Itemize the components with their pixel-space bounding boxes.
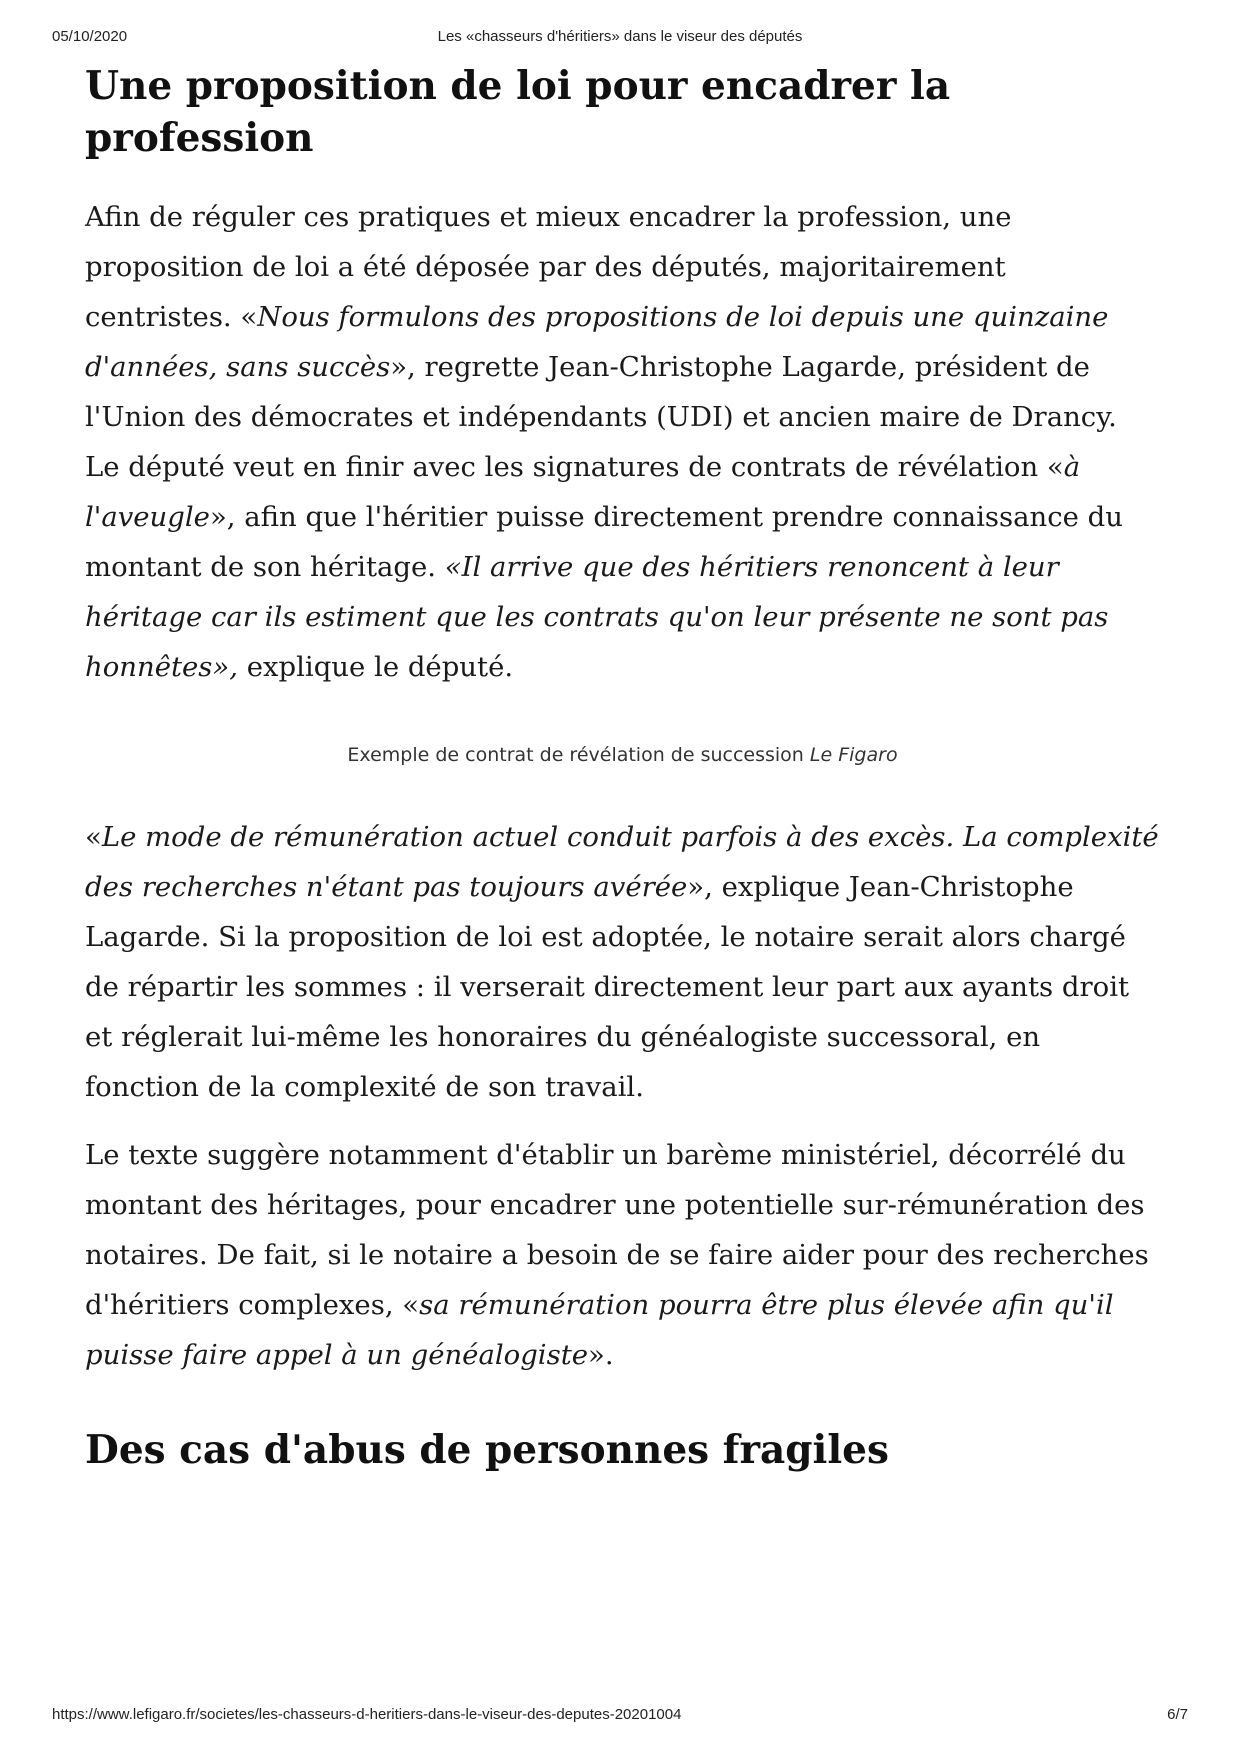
paragraph-remuneration <box>85 812 1160 1112</box>
para-2-quote: Le mode de rémunération actuel conduit parfois à des excès. La complexité des recherches n'étant pas toujours avérée <box>85 821 1159 903</box>
para-1-text-c: », afin que l'héritier puisse directement prendre connaissance du montant de son héritage. <box>85 501 1123 583</box>
paragraph-proposition <box>85 192 1160 692</box>
section-heading-proposition: Une proposition de loi pour encadrer la profession <box>85 63 951 161</box>
para-1-quote-a: Nous formulons des propositions de loi depuis une quinzaine d'années, sans succès <box>85 301 1109 383</box>
para-1-quote-c: «Il arrive que des héritiers renoncent à leur héritage car ils estiment que les contrats qu'on leur présente ne sont pas honnêtes», <box>85 551 1109 683</box>
image-caption <box>85 742 1160 768</box>
print-footer <box>52 1706 1188 1728</box>
print-date: 05/10/2020 <box>52 28 128 45</box>
print-document-title: Les «chasseurs d'héritiers» dans le viseur des députés <box>437 28 803 45</box>
para-1-quote-b: à l'aveugle <box>85 451 1081 533</box>
para-2-text-b: », explique Jean-Christophe Lagarde. Si la proposition de loi est adoptée, le notaire serait alors chargé de répartir les sommes : il verserait directement leur part aux ayants droit et réglerait lui-même les honoraires du généalogiste successoral, en fonction de la complexité de son travail. <box>85 871 1130 1103</box>
para-1-text-d: explique le député. <box>237 651 514 683</box>
article-body <box>85 60 1160 1476</box>
paragraph-bareme <box>85 1130 1160 1380</box>
caption-text: Exemple de contrat de révélation de succession <box>347 744 810 766</box>
print-header <box>52 28 1188 50</box>
para-3-text-b: ». <box>588 1339 614 1371</box>
para-3-text-a: Le texte suggère notamment d'établir un barème ministériel, décorrélé du montant des héritages, pour encadrer une potentielle sur-rémunération des notaires. De fait, si le notaire a besoin de se faire aider pour des recherches d'héritiers complexes, « <box>85 1139 1149 1321</box>
caption-credit: Le Figaro <box>809 744 898 766</box>
page-number: 6/7 <box>1167 1706 1188 1723</box>
para-2-text-a: « <box>85 821 102 853</box>
print-url: https://www.lefigaro.fr/societes/les-chasseurs-d-heritiers-dans-le-viseur-des-deputes-20201004 <box>52 1706 682 1723</box>
para-3-quote: sa rémunération pourra être plus élevée afin qu'il puisse faire appel à un généalogiste <box>85 1289 1114 1371</box>
section-heading-abus: Des cas d'abus de personnes fragiles <box>85 1427 889 1473</box>
para-1-text-b: », regrette Jean-Christophe Lagarde, président de l'Union des démocrates et indépendants (UDI) et ancien maire de Drancy. Le député veut en finir avec les signatures de contrats de révélation « <box>85 351 1117 483</box>
para-1-text-a: Afin de réguler ces pratiques et mieux encadrer la profession, une proposition de loi a été déposée par des députés, majoritairement centristes. « <box>85 201 1012 333</box>
